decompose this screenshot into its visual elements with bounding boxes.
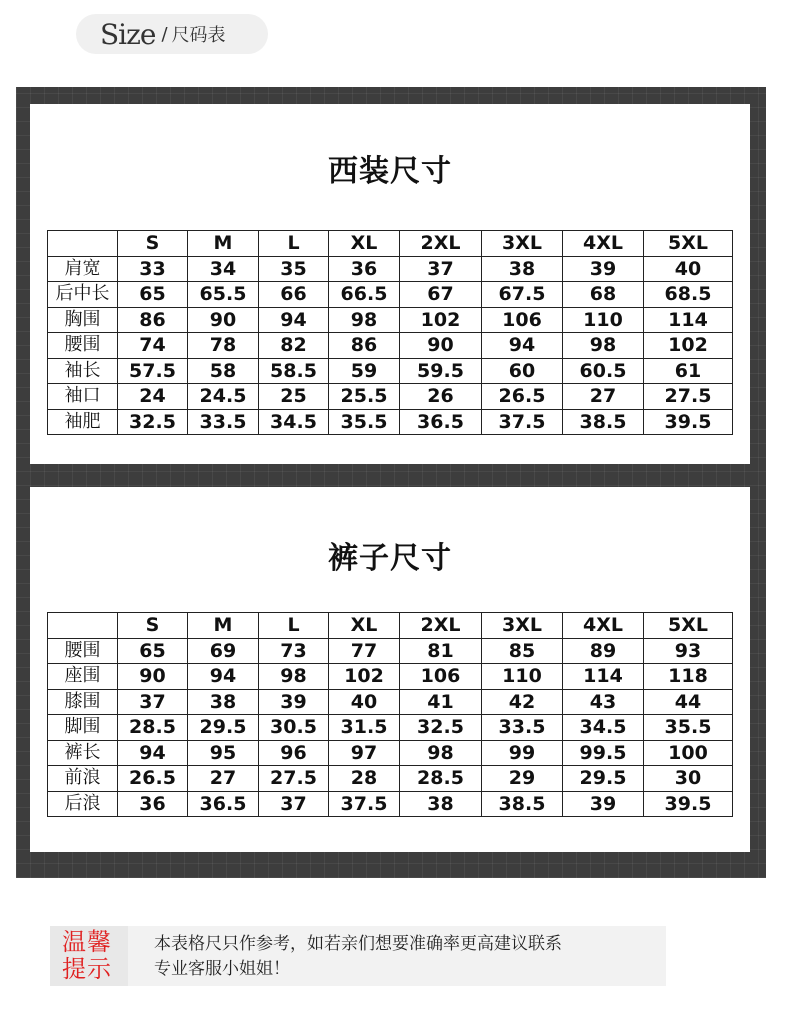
measurement-value: 94 [259,307,329,333]
measurement-value: 58.5 [259,358,329,384]
measurement-value: 32.5 [118,409,188,435]
measurement-value: 28.5 [118,715,188,741]
size-header-cell: 2XL [400,231,482,257]
measurement-label: 腰围 [48,638,118,664]
measurement-value: 33.5 [482,715,563,741]
tip-text [154,932,654,982]
size-header-cell: L [259,231,329,257]
measurement-value: 31.5 [329,715,400,741]
measurement-value: 38 [482,256,563,282]
measurement-value: 118 [644,664,733,690]
measurement-value: 27.5 [644,384,733,410]
table-row [48,333,733,359]
measurement-label: 裤长 [48,740,118,766]
measurement-label: 腰围 [48,333,118,359]
measurement-value: 26 [400,384,482,410]
measurement-value: 37 [400,256,482,282]
size-header-cell: XL [329,613,400,639]
pants-table-title: 裤子尺寸 [328,541,452,576]
measurement-value: 59.5 [400,358,482,384]
measurement-label: 膝围 [48,689,118,715]
measurement-value: 30 [644,766,733,792]
corner-cell [48,231,118,257]
warm-tip-box [50,926,666,986]
measurement-value: 100 [644,740,733,766]
measurement-value: 39.5 [644,791,733,817]
measurement-value: 68.5 [644,282,733,308]
measurement-value: 65 [118,638,188,664]
table-row [48,384,733,410]
size-header-cell: XL [329,231,400,257]
measurement-value: 57.5 [118,358,188,384]
measurement-value: 36 [118,791,188,817]
measurement-value: 35.5 [329,409,400,435]
size-chart-subtitle: 尺码表 [171,25,226,46]
measurement-value: 94 [188,664,259,690]
table-row [48,740,733,766]
measurement-value: 26.5 [118,766,188,792]
heading-separator: / [161,23,168,45]
table-row [48,307,733,333]
table-row [48,715,733,741]
table-row [48,664,733,690]
measurement-value: 96 [259,740,329,766]
measurement-value: 59 [329,358,400,384]
measurement-value: 33 [118,256,188,282]
measurement-value: 90 [400,333,482,359]
measurement-value: 60.5 [563,358,644,384]
measurement-value: 33.5 [188,409,259,435]
measurement-value: 98 [259,664,329,690]
measurement-value: 25.5 [329,384,400,410]
measurement-value: 34 [188,256,259,282]
measurement-value: 74 [118,333,188,359]
measurement-value: 94 [118,740,188,766]
measurement-value: 65 [118,282,188,308]
size-header-cell: 3XL [482,613,563,639]
measurement-value: 67 [400,282,482,308]
measurement-label: 前浪 [48,766,118,792]
measurement-value: 35 [259,256,329,282]
measurement-value: 102 [644,333,733,359]
size-header-cell: M [188,231,259,257]
table-row [48,766,733,792]
size-header-cell: 3XL [482,231,563,257]
table-row [48,791,733,817]
measurement-value: 41 [400,689,482,715]
tip-text-line-1: 本表格尺只作参考，如若亲们想要准确率更高建议联系 [154,934,562,954]
measurement-value: 66.5 [329,282,400,308]
table-row [48,689,733,715]
measurement-value: 81 [400,638,482,664]
measurement-value: 32.5 [400,715,482,741]
measurement-value: 28 [329,766,400,792]
table-header-row [48,231,733,257]
measurement-value: 77 [329,638,400,664]
measurement-value: 98 [400,740,482,766]
measurement-value: 37 [259,791,329,817]
measurement-value: 38.5 [482,791,563,817]
pants-size-panel [30,487,750,852]
measurement-label: 袖肥 [48,409,118,435]
size-header-cell: L [259,613,329,639]
measurement-value: 30.5 [259,715,329,741]
measurement-value: 27.5 [259,766,329,792]
measurement-value: 35.5 [644,715,733,741]
measurement-label: 肩宽 [48,256,118,282]
table-header-row [48,613,733,639]
measurement-label: 后浪 [48,791,118,817]
measurement-value: 24.5 [188,384,259,410]
measurement-value: 39 [563,791,644,817]
measurement-value: 106 [482,307,563,333]
measurement-value: 36 [329,256,400,282]
measurement-value: 73 [259,638,329,664]
measurement-value: 93 [644,638,733,664]
measurement-value: 58 [188,358,259,384]
measurement-value: 38 [400,791,482,817]
measurement-value: 29 [482,766,563,792]
measurement-label: 袖口 [48,384,118,410]
table-row [48,409,733,435]
size-header-cell: 5XL [644,613,733,639]
measurement-value: 40 [329,689,400,715]
tip-label [62,929,122,983]
measurement-value: 37.5 [482,409,563,435]
table-row [48,638,733,664]
jacket-table-title: 西装尺寸 [328,154,452,189]
size-header-cell: 4XL [563,613,644,639]
measurement-value: 37 [118,689,188,715]
measurement-value: 61 [644,358,733,384]
measurement-value: 102 [400,307,482,333]
measurement-value: 25 [259,384,329,410]
measurement-value: 38.5 [563,409,644,435]
measurement-value: 90 [118,664,188,690]
measurement-value: 60 [482,358,563,384]
measurement-value: 102 [329,664,400,690]
measurement-value: 39 [563,256,644,282]
measurement-value: 34.5 [259,409,329,435]
measurement-value: 82 [259,333,329,359]
measurement-label: 袖长 [48,358,118,384]
measurement-value: 85 [482,638,563,664]
measurement-value: 114 [563,664,644,690]
measurement-value: 28.5 [400,766,482,792]
size-chart-header [76,14,268,54]
pants-size-table [47,612,733,817]
measurement-value: 78 [188,333,259,359]
measurement-value: 38 [188,689,259,715]
measurement-value: 39.5 [644,409,733,435]
table-row [48,282,733,308]
measurement-value: 40 [644,256,733,282]
measurement-value: 43 [563,689,644,715]
tip-text-line-2: 专业客服小姐姐！ [154,959,290,979]
measurement-value: 97 [329,740,400,766]
measurement-label: 胸围 [48,307,118,333]
size-header-cell: 2XL [400,613,482,639]
tip-label-line-2: 提示 [62,955,112,983]
measurement-label: 后中长 [48,282,118,308]
measurement-value: 34.5 [563,715,644,741]
measurement-value: 86 [329,333,400,359]
measurement-value: 99.5 [563,740,644,766]
measurement-value: 110 [563,307,644,333]
measurement-value: 89 [563,638,644,664]
size-header-cell: M [188,613,259,639]
measurement-value: 37.5 [329,791,400,817]
measurement-label: 座围 [48,664,118,690]
measurement-value: 27 [188,766,259,792]
size-header-cell: 4XL [563,231,644,257]
measurement-value: 36.5 [188,791,259,817]
measurement-value: 106 [400,664,482,690]
measurement-value: 68 [563,282,644,308]
table-row [48,256,733,282]
table-row [48,358,733,384]
jacket-size-panel [30,104,750,464]
measurement-value: 26.5 [482,384,563,410]
measurement-value: 42 [482,689,563,715]
measurement-value: 99 [482,740,563,766]
measurement-value: 39 [259,689,329,715]
size-header-cell: S [118,231,188,257]
measurement-value: 98 [563,333,644,359]
size-heading: Size [100,17,156,51]
measurement-value: 44 [644,689,733,715]
measurement-value: 67.5 [482,282,563,308]
measurement-value: 69 [188,638,259,664]
tip-label-line-1: 温馨 [62,928,112,956]
size-header-cell: 5XL [644,231,733,257]
jacket-size-table [47,230,733,435]
size-header-cell: S [118,613,188,639]
measurement-value: 98 [329,307,400,333]
measurement-value: 95 [188,740,259,766]
measurement-value: 27 [563,384,644,410]
measurement-value: 94 [482,333,563,359]
measurement-value: 29.5 [563,766,644,792]
measurement-value: 66 [259,282,329,308]
measurement-value: 110 [482,664,563,690]
tip-label-box [50,926,128,986]
measurement-value: 65.5 [188,282,259,308]
measurement-label: 脚围 [48,715,118,741]
measurement-value: 29.5 [188,715,259,741]
measurement-value: 90 [188,307,259,333]
corner-cell [48,613,118,639]
measurement-value: 86 [118,307,188,333]
measurement-value: 36.5 [400,409,482,435]
measurement-value: 24 [118,384,188,410]
measurement-value: 114 [644,307,733,333]
